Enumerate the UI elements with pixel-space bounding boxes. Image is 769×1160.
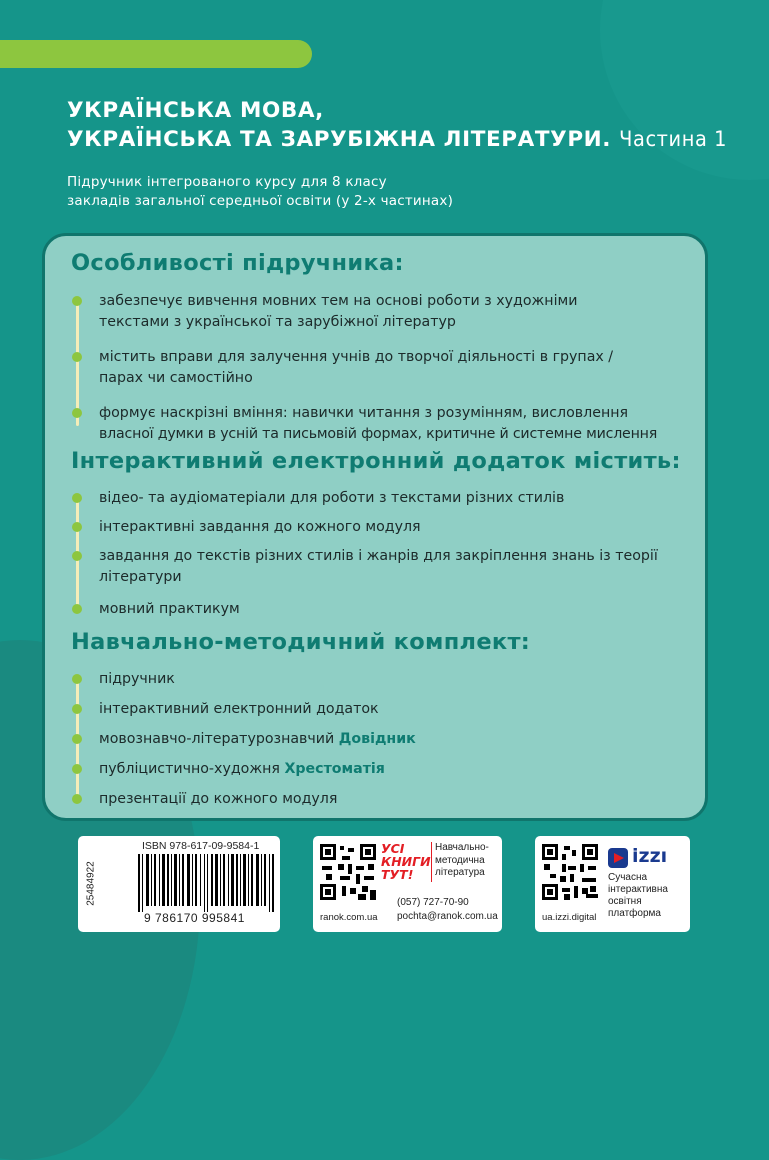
features-heading: Особливості підручника: [71, 250, 404, 276]
izzi-box [535, 836, 690, 932]
bullet-icon [72, 551, 82, 561]
bullet-icon [72, 734, 82, 744]
side-code-text: 25484922 [85, 861, 97, 906]
barcode-number: 9 786170 995841 [144, 911, 245, 925]
list-item [71, 789, 416, 810]
ranok-box [313, 836, 502, 932]
desc-line: інтерактивна [608, 884, 668, 895]
izzi-logo-icon [608, 848, 628, 868]
kit-list [71, 669, 416, 810]
subtitle-line-2: закладів загальної середньої освіти (у 2-х частинах) [67, 193, 454, 209]
list-item [71, 599, 658, 620]
list-item [71, 669, 416, 699]
bullet-icon [72, 522, 82, 532]
bullet-icon [72, 408, 82, 418]
khrestomatiia-highlight: Хрестоматія [284, 761, 385, 777]
list-item-line: мовний практикум [99, 601, 240, 617]
isbn-text: ISBN 978-617-09-9584-1 [142, 840, 260, 852]
list-item [71, 699, 416, 729]
list-item [71, 347, 657, 403]
book-subtitle [67, 173, 453, 211]
list-item-text: презентації до кожного модуля [99, 791, 338, 807]
list-item-line: формує наскрізні вміння: навички читання з розумінням, висловлення [99, 405, 629, 421]
label-line: Навчально- [435, 842, 489, 853]
list-item-line: містить вправи для залучення учнів до творчої діяльності в групах / [99, 349, 614, 365]
promo-line: УСІ [381, 841, 405, 856]
kit-heading: Навчально-методичний комплект: [71, 629, 531, 655]
izzi-brand: izzı [632, 845, 668, 867]
list-item-line: забезпечує вивчення мовних тем на основі роботи з художніми [99, 293, 578, 309]
list-item-text: мовознавчо-літературознавчий [99, 731, 339, 747]
list-item [71, 546, 658, 599]
promo-line: КНИГИ [381, 854, 431, 869]
izzi-description [608, 872, 668, 920]
bullet-icon [72, 604, 82, 614]
list-item-text: інтерактивний електронний додаток [99, 701, 379, 717]
desc-line: платформа [608, 908, 661, 919]
barcode-box [78, 836, 280, 932]
side-code [82, 846, 96, 924]
list-item-line: завдання до текстів різних стилів і жанрів для закріплення знань із теорії [99, 548, 658, 564]
qr-code-icon[interactable] [542, 844, 598, 900]
qr-code-icon[interactable] [320, 844, 376, 900]
list-item-text: підручник [99, 671, 175, 687]
bullet-icon [72, 493, 82, 503]
addon-list [71, 488, 658, 620]
bullet-icon [72, 352, 82, 362]
part-label: Частина 1 [619, 127, 728, 152]
info-panel [42, 233, 708, 821]
list-item-line: літератури [99, 568, 182, 585]
bullet-icon [72, 674, 82, 684]
ranok-site-link[interactable]: ranok.com.ua [320, 912, 378, 923]
addon-heading: Інтерактивний електронний додаток містить: [71, 448, 681, 474]
title-line-2 [67, 125, 727, 154]
top-accent-bar [0, 40, 312, 68]
list-item-line: відео- та аудіоматеріали для роботи з текстами різних стилів [99, 490, 565, 506]
promo-divider [431, 842, 432, 882]
dovidnyk-highlight: Довідник [338, 731, 416, 747]
desc-line: Сучасна [608, 872, 648, 883]
barcode-icon [138, 854, 276, 912]
bullet-icon [72, 296, 82, 306]
list-item [71, 759, 416, 789]
bullet-icon [72, 764, 82, 774]
bullet-icon [72, 704, 82, 714]
desc-line: освітня [608, 896, 642, 907]
title-line-2-text: УКРАЇНСЬКА ТА ЗАРУБІЖНА ЛІТЕРАТУРИ. [67, 127, 612, 152]
ranok-contacts [397, 896, 498, 924]
phone-number[interactable]: (057) 727-70-90 [397, 897, 469, 908]
ranok-label [435, 842, 489, 880]
promo-text [381, 842, 431, 881]
list-item-line: текстами з української та зарубіжної літератур [99, 313, 456, 330]
subtitle-line-1: Підручник інтегрованого курсу для 8 класу [67, 174, 387, 190]
list-item-line: інтерактивні завдання до кожного модуля [99, 519, 421, 535]
features-list [71, 291, 657, 444]
promo-line: ТУТ! [381, 867, 414, 882]
list-item-line: парах чи самостійно [99, 369, 253, 386]
list-item [71, 403, 657, 444]
list-item-text: публіцистично-художня [99, 761, 285, 777]
list-item-line: власної думки в усній та письмовій формах, критичне й системне мислення [99, 425, 658, 442]
list-item [71, 517, 658, 546]
title-line-1: УКРАЇНСЬКА МОВА, [67, 98, 324, 123]
label-line: методична [435, 854, 485, 866]
izzi-site-link[interactable]: ua.izzi.digital [542, 912, 597, 923]
email-link[interactable]: pochta@ranok.com.ua [397, 911, 498, 922]
list-item [71, 488, 658, 517]
list-item [71, 729, 416, 759]
bullet-icon [72, 794, 82, 804]
book-title [67, 96, 727, 154]
label-line: література [435, 867, 485, 878]
list-item [71, 291, 657, 347]
